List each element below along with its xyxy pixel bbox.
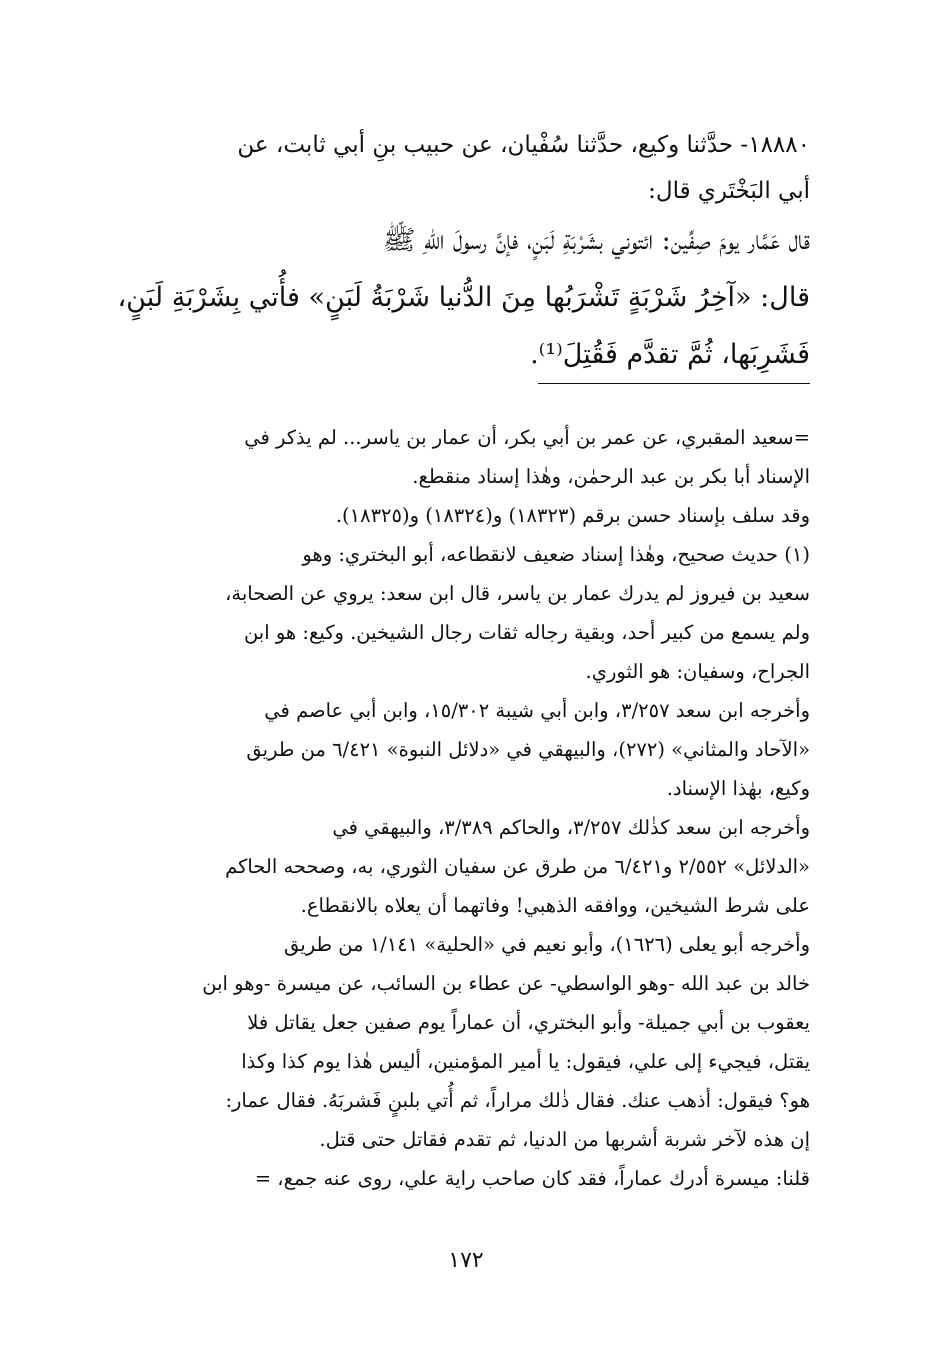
footnote-separator <box>538 383 810 384</box>
footnote-line: على شرط الشيخين، ووافقه الذهبي! وفاتهما أن يعلاه بالانقطاع. <box>300 894 810 917</box>
footnote-line: يقتل، فيجيء إلى علي، فيقول: يا أمير المؤمنين، أليس هٰذا يوم كذا وكذا <box>241 1050 810 1073</box>
footnote-line: وأخرجه ابن سعد ٣/٢٥٧، وابن أبي شيبة ١٥/٣٠٢، وابن أبي عاصم في <box>264 699 810 722</box>
footnote-line: خالد بن عبد الله -وهو الواسطي- عن عطاء بن السائب، عن ميسرة -وهو ابن <box>202 972 810 995</box>
footnote-line: الإسناد أبا بكر بن عبد الرحمٰن، وهٰذا إسناد منقطع. <box>412 465 810 488</box>
footnote-line: وأخرجه ابن سعد كذٰلك ٣/٢٥٧، والحاكم ٣/٣٨٩، والبيهقي في <box>332 816 810 839</box>
footnote-line: هو؟ فيقول: أذهب عنك. فقال ذٰلك مراراً، ثم أُتي بلبنٍ فَشربَهُ. فقال عمار: <box>225 1089 810 1112</box>
footnote-line: سعيد بن فيروز لم يدرك عمار بن ياسر، قال ابن سعد: يروي عن الصحابة، <box>225 582 810 605</box>
footnote-line: وقد سلف بإسناد حسن برقم (١٨٣٢٣) و(١٨٣٢٤) و(١٨٣٢٥). <box>335 504 810 527</box>
footnote-line: (١) حديث صحيح، وهٰذا إسناد ضعيف لانقطاعه، أبو البختري: وهو <box>302 543 810 566</box>
isnad-line: أبي البَخْتَري قال: <box>648 178 810 204</box>
hadith-isnad <box>108 122 810 214</box>
footnote-line: ولم يسمع من كبير أحد، وبقية رجاله ثقات رجال الشيخين. وكيع: هو ابن <box>243 621 810 644</box>
footnote-line: «الآحاد والمثاني» (٢٧٢)، والبيهقي في «دلائل النبوة» ٦/٤٢١ من طريق <box>246 738 810 761</box>
footnote-line: إن هذه لآخر شربة أشربها من الدنيا، ثم تقدم فقاتل حتى قتل. <box>319 1128 810 1151</box>
matn-line: فَشَرِبَها، ثُمَّ تقدَّم فَقُتِلَ⁽¹⁾. <box>530 339 810 370</box>
hadith-matn <box>108 212 810 383</box>
footnote-line: وكيع، بهٰذا الإسناد. <box>666 777 810 800</box>
page-number: ١٧٢ <box>448 1248 484 1273</box>
isnad-line: ١٨٨٨٠- حدَّثنا وكيع، حدَّثنا سُفْيان، عن حبيب بنِ أبي ثابت، عن <box>237 132 810 158</box>
footnote-line: «الدلائل» ٢/٥٥٢ و٦/٤٢١ من طرق عن سفيان الثوري، به، وصححه الحاكم <box>225 855 810 878</box>
footnote-line: =سعيد المقبري، عن عمر بن أبي بكر، أن عمار بن ياسر... لم يذكر في <box>244 426 810 449</box>
footnote-line: الجراح، وسفيان: هو الثوري. <box>585 660 810 683</box>
footnote-line: قلنا: ميسرة أدرك عماراً، فقد كان صاحب راية علي، روى عنه جمع، = <box>254 1167 810 1190</box>
matn-line: قال عَمَّار يومَ صِفِّين: ائتوني بشَرْبَةِ لَبَنٍ، فإنَّ رسولَ اللهِ ﷺ <box>382 225 810 256</box>
footnote-line: يعقوب بن أبي جميلة- وأبو البختري، أن عماراً يوم صفين جعل يقاتل فلا <box>247 1011 810 1034</box>
matn-line: قال: «آخِرُ شَرْبَةٍ تَشْرَبُها مِنَ الدُّنيا شَرْبَةُ لَبَنٍ» فأُتي بِشَرْبَةِ لَبَنٍ، <box>117 282 810 313</box>
footnotes <box>108 418 810 1198</box>
footnote-line: وأخرجه أبو يعلى (١٦٢٦)، وأبو نعيم في «الحلية» ١/١٤١ من طريق <box>284 933 810 956</box>
